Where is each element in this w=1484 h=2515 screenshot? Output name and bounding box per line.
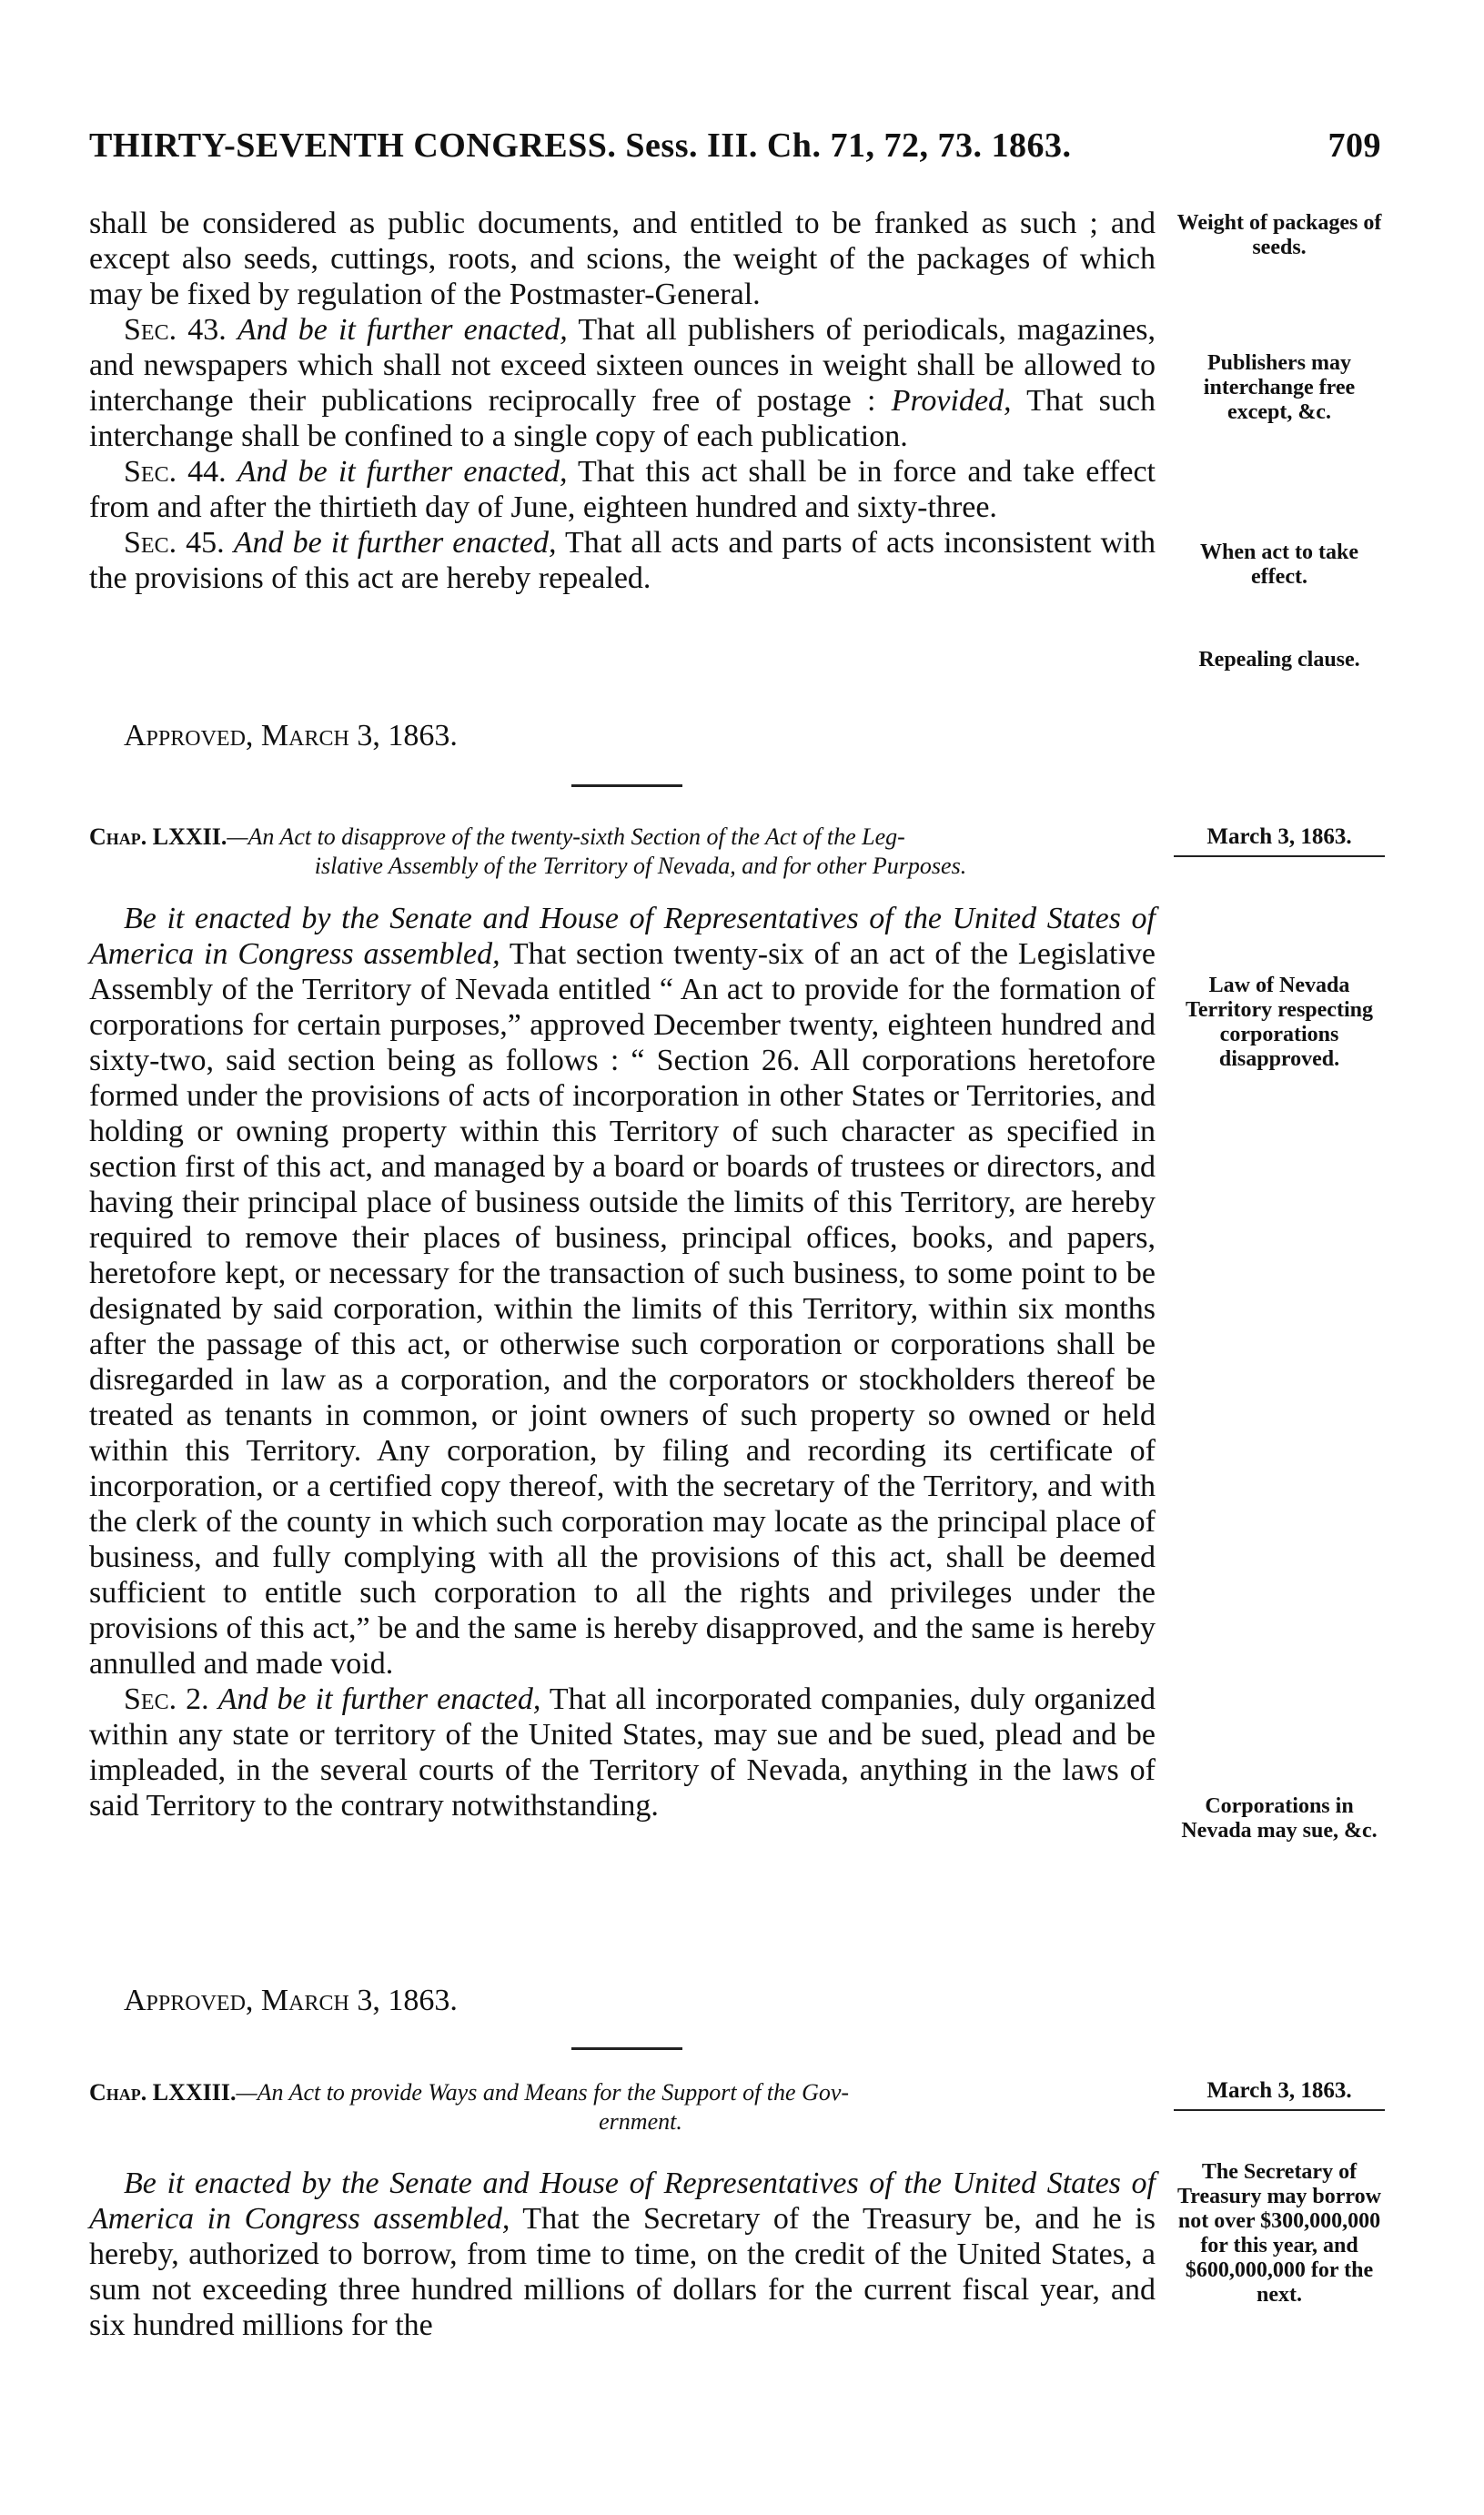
- margin-note-corporations: Corporations in Nevada may sue, &c.: [1181, 1794, 1378, 1843]
- enacting-paragraph: [89, 2166, 1156, 2343]
- margin-note-law-nevada: Law of Nevada Territory respecting corporations disapproved.: [1186, 974, 1373, 1071]
- approved-line: Approved, March 3, 1863.: [124, 1984, 458, 2017]
- margin-note-weight-packages: Weight of packages of seeds.: [1176, 211, 1382, 259]
- section-text: That section twenty-six of an act of the Legislative Assembly of the Territory of Nevada entitled “ An act to provide for the formation of corporations for certain purposes,” approved December twenty, eighteen hundred and sixty-two, said section being as follows : “ Section 26. All corporations heretofore formed under the provisions of acts of incorporation in other States or Territories, and holding or owning property within this Territory of such character as specified in section first of this act, and managed by a board or boards of trustees or directors, and having their principal place of business outside the limits of this Territory, are hereby required to remove their places of business, principal offices, books, and papers, heretofore kept, or necessary for the transaction of such business, to some point to be designated by said corporation, within the limits of this Territory, within six months after the passage of this act, or otherwise such corporation or corporations shall be disregarded in law as a corporation, and the corporators or stockholders thereof be treated as tenants in common, or joint owners of such property so owned or held within this Territory. Any corporation, by filing and recording its certificate of incorporation, or a certified copy thereof, with the secretary of the Territory, and with the clerk of the county in which such corporation may locate as the principal place of business, and fully complying with all the provisions of this act, shall be deemed sufficient to entitle such corporation to all the rights and privileges under the provisions of this act,” be and the same is hereby disapproved, and the same is hereby annulled and made void.: [89, 937, 1156, 1681]
- chapter-label: Chap. LXXIII.: [89, 2079, 237, 2106]
- proviso: Provided,: [891, 384, 1012, 418]
- chap71-end-block: [89, 206, 1156, 596]
- chap72-heading: [89, 823, 1156, 881]
- enacting-phrase: And be it further enacted,: [237, 455, 568, 489]
- enacting-paragraph: [89, 901, 1156, 1682]
- chapter-date: March 3, 1863.: [1174, 824, 1385, 857]
- section-44: [89, 454, 1156, 525]
- section-text: That all incorporated companies, duly organized within any state or territory of the United States, may sue and be sued, plead and be impleaded, in the several courts of the Territory of Nevada, anything in the laws of said Territory to the contrary notwithstanding.: [89, 1682, 1156, 1823]
- enacting-phrase: And be it further enacted,: [217, 1682, 541, 1716]
- section-divider: [571, 784, 682, 787]
- section-label: Sec. 44.: [124, 455, 227, 489]
- margin-note-publishers: Publishers may interchange free except, &c.: [1203, 351, 1356, 424]
- section-label: Sec. 45.: [124, 526, 225, 560]
- approved-line: Approved, March 3, 1863.: [124, 719, 458, 752]
- section-2: [89, 1682, 1156, 1823]
- running-header: [89, 126, 1381, 180]
- section-text: That all acts and parts of acts inconsistent with the provisions of this act are hereby repealed.: [89, 526, 1156, 595]
- chap73-body: [89, 2166, 1156, 2343]
- enacting-clause: Be it enacted by the Senate and House of Representatives of the United States of America in Congress assembled,: [89, 2167, 1156, 2236]
- margin-note-when-act: When act to take effect.: [1200, 540, 1358, 589]
- chap72-body: [89, 901, 1156, 1823]
- section-text: That all publishers of periodicals, magazines, and newspapers which shall not exceed sixteen ounces in weight shall be allowed to interchange their publications reciprocally free of postage :: [89, 313, 1156, 418]
- enacting-phrase: And be it further enacted,: [237, 313, 568, 347]
- margin-note-secretary: The Secretary of Treasury may borrow not over $300,000,000 for this year, and $600,000,000 for the next.: [1177, 2160, 1381, 2307]
- chapter-date: March 3, 1863.: [1174, 2078, 1385, 2111]
- section-43: [89, 312, 1156, 454]
- margin-note-repealing: Repealing clause.: [1198, 648, 1360, 672]
- section-text: That this act shall be in force and take effect from and after the thirtieth day of June, eighteen hundred and sixty-three.: [89, 455, 1156, 524]
- chapter-title-continued: ernment.: [599, 2108, 682, 2135]
- enacting-clause: Be it enacted by the Senate and House of Representatives of the United States of America in Congress assembled,: [89, 902, 1156, 971]
- running-title: THIRTY-SEVENTH CONGRESS. Sess. III. Ch. 71, 72, 73. 1863.: [89, 126, 1072, 165]
- chapter-label: Chap. LXXII.: [89, 823, 227, 850]
- chapter-title: —An Act to provide Ways and Means for the Support of the Gov-: [236, 2079, 850, 2106]
- enacting-phrase: And be it further enacted,: [233, 526, 557, 560]
- chapter-title: —An Act to disapprove of the twenty-sixth Section of the Act of the Leg-: [227, 823, 905, 850]
- section-text: That the Secretary of the Treasury be, and he is hereby, authorized to borrow, from time to time, on the credit of the United States, a sum not exceeding three hundred millions of dollars for the current fiscal year, and six hundred millions for the: [89, 2202, 1156, 2342]
- section-label: Sec. 43.: [124, 313, 227, 347]
- section-45: [89, 525, 1156, 596]
- section-divider: [571, 2047, 682, 2050]
- continuation-paragraph: shall be considered as public documents, and entitled to be franked as such ; and except also seeds, cuttings, roots, and scions, the weight of the packages of which may be fixed by regulation of the Postmaster-General.: [89, 207, 1156, 311]
- section-label: Sec. 2.: [124, 1682, 209, 1716]
- section-text: That such interchange shall be confined to a single copy of each publication.: [89, 384, 1156, 453]
- page-number: 709: [1328, 126, 1381, 165]
- chap73-heading: [89, 2078, 1156, 2136]
- chapter-title-continued: islative Assembly of the Territory of Nevada, and for other Purposes.: [314, 853, 967, 879]
